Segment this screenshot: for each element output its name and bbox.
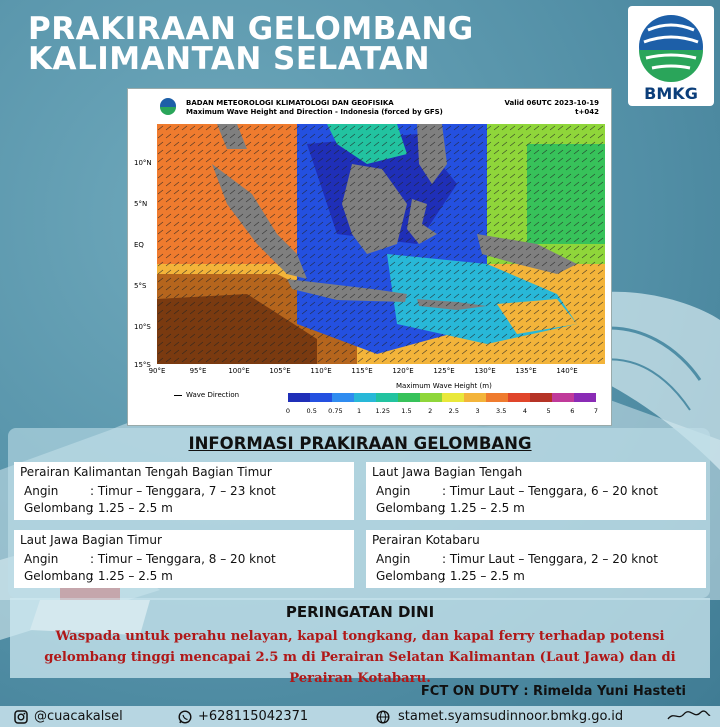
colorbar-tick-label: 0.75 [328,407,343,415]
area-wave-row [376,501,525,515]
warning-text: Waspada untuk perahu nelayan, kapal tongkang, dan kapal ferry terhadap potensi gelombang tinggi mencapai 2.5 m di Perairan Selatan Kalimantan (Laut Jawa) dan di Perairan Kotabaru. [44,629,676,686]
signature-icon [666,709,712,723]
title-line-2: KALIMANTAN SELATAN [28,41,431,77]
lon-label-90e: 90°E [148,367,166,375]
colorbar-tick-label: 1.25 [375,407,391,415]
area-wave-row [24,569,173,583]
colorbar-segment [508,393,530,402]
colorbar-tick-label: 0 [285,407,291,415]
lat-label-15s: 15°S [134,361,151,369]
forecaster-on-duty: FCT ON DUTY : Rimelda Yuni Hasteti [420,684,686,699]
lon-label-95e: 95°E [189,367,207,375]
colorbar-segment [354,393,376,402]
colorbar-segment [310,393,332,402]
colorbar-tick-label: 1 [356,407,362,415]
bmkg-logo-icon [636,12,706,82]
colorbar-tick-label: 6 [570,407,575,415]
globe-icon [376,710,390,724]
area-name: Laut Jawa Bagian Timur [20,533,162,547]
lon-label-100e: 100°E [228,367,250,375]
wave-label: Gelombang [24,569,94,583]
wind-label: Angin [24,484,59,498]
area-name: Perairan Kotabaru [372,533,480,547]
colorbar-segment [398,393,420,402]
wave-label: Gelombang [24,501,94,515]
whatsapp-number[interactable]: +628115042371 [198,709,309,724]
instagram-handle[interactable]: @cuacakalsel [34,709,123,724]
lon-label-110e: 110°E [310,367,332,375]
area-box-laut-jawa-timur [14,530,354,588]
colorbar-tick-label: 7 [593,407,599,415]
colorbar-segment [332,393,354,402]
wave-value: : 1.25 – 2.5 m [90,569,173,583]
wave-map-card [127,88,612,426]
lon-label-120e: 120°E [392,367,414,375]
lat-label-10n: 10°N [134,159,152,167]
area-box-kotabaru [366,530,706,588]
area-wind-row [24,552,276,566]
wave-value: : 1.25 – 2.5 m [442,501,525,515]
wind-label: Angin [376,552,411,566]
colorbar-segment [464,393,486,402]
colorbar-tick-label: 4 [522,407,527,415]
lon-label-105e: 105°E [269,367,291,375]
colorbar-segment [530,393,552,402]
wave-value: : 1.25 – 2.5 m [442,569,525,583]
colorbar-segment [442,393,464,402]
area-name: Laut Jawa Bagian Tengah [372,465,523,479]
colorbar-tick-label: 3.5 [496,407,507,415]
colorbar-segment [376,393,398,402]
colorbar-segment [552,393,574,402]
lat-label-eq: EQ [134,241,144,249]
lon-label-115e: 115°E [351,367,373,375]
map-subtitle: Maximum Wave Height and Direction - Indonesia (forced by GFS) [186,108,443,116]
area-wind-row [376,552,658,566]
wind-value: : Timur Laut – Tenggara, 2 – 20 knot [442,552,658,566]
lat-label-10s: 10°S [134,323,151,331]
wave-direction-label: Wave Direction [186,391,240,399]
wind-value: : Timur Laut – Tenggara, 6 – 20 knot [442,484,658,498]
area-wind-row [24,484,276,498]
colorbar-segment [420,393,442,402]
title-line-1: PRAKIRAAN GELOMBANG [28,11,474,47]
wave-direction-legend [174,391,239,399]
page-title [28,11,474,77]
map-valid-time: Valid 06UTC 2023-10-19 [504,99,599,107]
area-box-laut-jawa-tengah [366,462,706,520]
colorbar-tick-label: 1.5 [401,407,412,415]
map-valid [504,99,599,117]
lon-label-130e: 130°E [474,367,496,375]
wind-value: : Timur – Tenggara, 8 – 20 knot [90,552,276,566]
map-agency: BADAN METEOROLOGI KLIMATOLOGI DAN GEOFISIKA [186,99,394,107]
wind-label: Angin [24,552,59,566]
colorbar-tick-label: 2 [428,407,433,415]
lon-label-135e: 135°E [515,367,537,375]
colorbar-segment [288,393,310,402]
wave-label: Gelombang [376,569,446,583]
wave-value: : 1.25 – 2.5 m [90,501,173,515]
colorbar-segment [486,393,508,402]
whatsapp-icon [178,710,192,724]
area-box-kalteng-timur [14,462,354,520]
area-wind-row [376,484,658,498]
warning-title: PERINGATAN DINI [285,603,435,621]
map-header-logo-icon [158,97,178,115]
lon-label-140e: 140°E [556,367,578,375]
wave-label: Gelombang [376,501,446,515]
lat-label-5s: 5°S [134,282,147,290]
area-wave-row [376,569,525,583]
lon-label-125e: 125°E [433,367,455,375]
wind-label: Angin [376,484,411,498]
area-name: Perairan Kalimantan Tengah Bagian Timur [20,465,272,479]
map-header [186,99,443,117]
colorbar [288,393,596,402]
map-time-step: t+042 [575,108,599,116]
colorbar-segment [574,393,596,402]
colorbar-title: Maximum Wave Height (m) [396,382,492,390]
wave-height-map [157,124,605,364]
bmkg-logo [628,6,714,106]
colorbar-tick-label: 3 [475,407,480,415]
area-wave-row [24,501,173,515]
instagram-icon [14,710,28,724]
colorbar-tick-label: 2.5 [448,407,460,415]
wind-value: : Timur – Tenggara, 7 – 23 knot [90,484,276,498]
wave-direction-icon [174,395,182,396]
website-link[interactable]: stamet.syamsudinnoor.bmkg.go.id [398,709,624,724]
colorbar-tick-label: 0.5 [306,407,317,415]
info-title: INFORMASI PRAKIRAAN GELOMBANG [188,434,532,453]
lat-label-5n: 5°N [134,200,148,208]
colorbar-tick-label: 5 [546,407,551,415]
bmkg-logo-text: BMKG [644,84,698,103]
footer [0,706,720,727]
wave-height-map-image [157,124,605,364]
